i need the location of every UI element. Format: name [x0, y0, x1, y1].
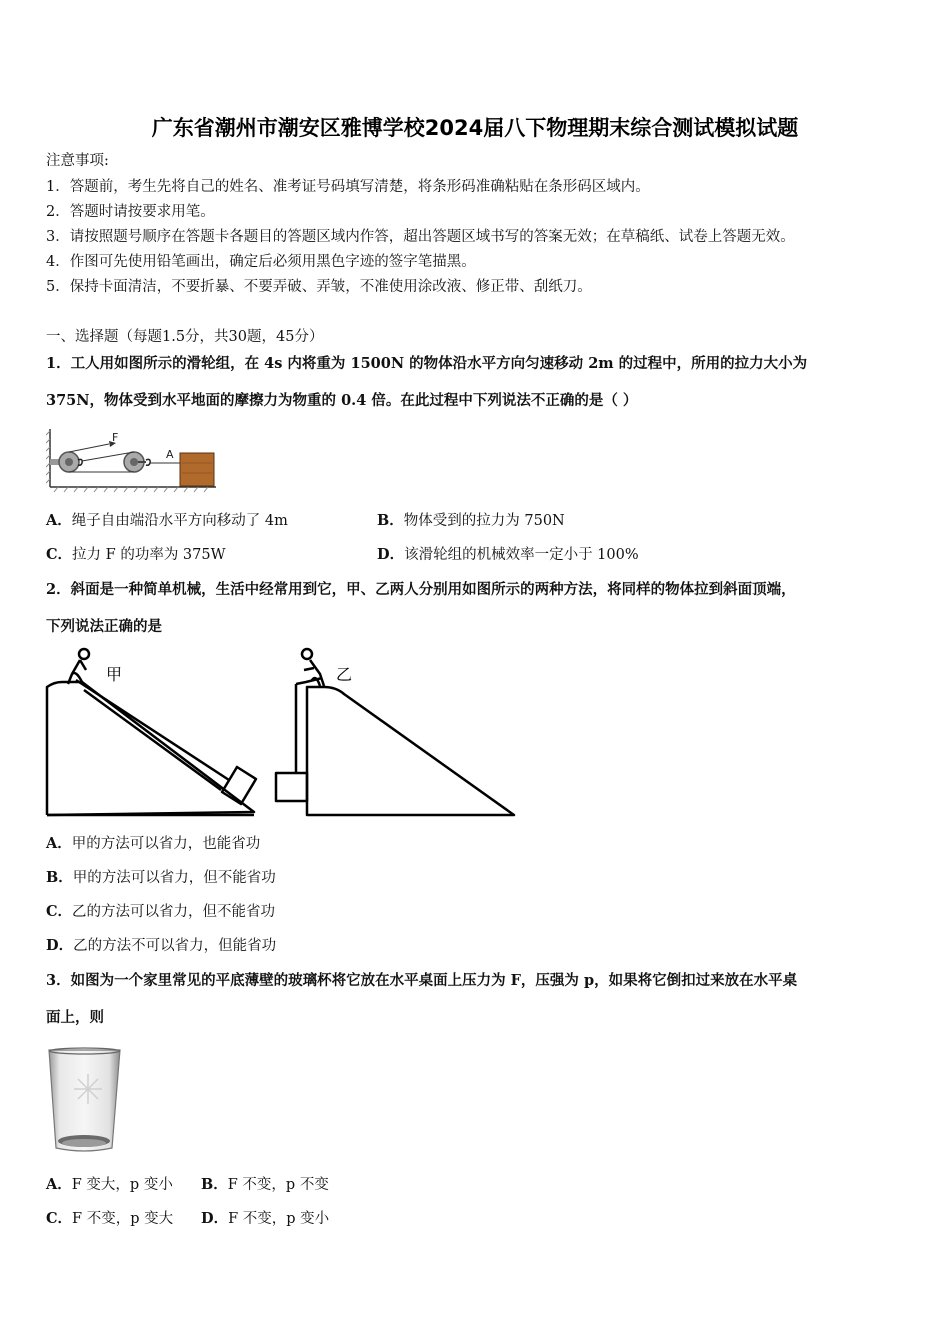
- question-2-stem-line2: 下列说法正确的是: [46, 618, 162, 635]
- q2-option-c-letter: C．: [46, 903, 73, 920]
- q3-option-d-text: F 不变，p 变小: [228, 1211, 330, 1227]
- q1-option-a-text: 绳子自由端沿水平方向移动了 4m: [71, 513, 288, 529]
- note-item-5: 5．保持卡面清洁，不要折暴、不要弄破、弄皱，不准使用涂改液、修正带、刮纸刀。: [46, 279, 592, 295]
- q2-option-c-text: 乙的方法可以省力，但不能省功: [72, 904, 276, 920]
- q1-option-d[interactable]: [377, 543, 639, 564]
- q3-option-c-letter: C．: [46, 1210, 73, 1227]
- label-jia: 甲: [106, 665, 123, 684]
- q1-option-d-text: 该滑轮组的机械效率一定小于 100%: [404, 547, 639, 563]
- force-label: F: [112, 431, 119, 444]
- incline-figure: [44, 642, 520, 820]
- section-heading: 一、选择题（每题1.5分，共30题，45分）: [46, 329, 324, 345]
- q3-option-b[interactable]: [201, 1173, 329, 1194]
- q3-option-c[interactable]: [46, 1207, 173, 1228]
- notes-heading: 注意事项:: [46, 153, 109, 169]
- q3-option-a-letter: A．: [46, 1176, 72, 1193]
- q1-option-c[interactable]: [46, 543, 226, 564]
- q3-option-b-letter: B．: [201, 1176, 228, 1193]
- question-1-stem-line1: 1．工人用如图所示的滑轮组，在 4s 内将重为 1500N 的物体沿水平方向匀速移动 2m 的过程中，所用的拉力大小为: [46, 355, 808, 372]
- point-label: A: [166, 448, 174, 461]
- q2-option-d-letter: D．: [46, 937, 74, 954]
- q3-option-b-text: F 不变，p 不变: [227, 1177, 329, 1193]
- q2-option-a[interactable]: [46, 832, 260, 853]
- q2-option-a-letter: A．: [46, 835, 72, 852]
- note-item-2: 2．答题时请按要求用笔。: [46, 204, 215, 220]
- q3-option-d-letter: D．: [201, 1210, 229, 1227]
- q2-option-b-text: 甲的方法可以省力，但不能省功: [72, 870, 276, 886]
- pulley-figure: [46, 425, 218, 495]
- q1-option-c-letter: C．: [46, 546, 73, 563]
- page-title: 广东省潮州市潮安区雅博学校2024届八下物理期末综合测试模拟试题: [151, 116, 799, 140]
- q2-option-b-letter: B．: [46, 869, 73, 886]
- q2-option-c[interactable]: [46, 900, 275, 921]
- note-item-4: 4．作图可先使用铅笔画出，确定后必须用黑色字迹的签字笔描黑。: [46, 254, 476, 270]
- q2-option-b[interactable]: [46, 866, 276, 887]
- q2-option-d[interactable]: [46, 934, 276, 955]
- question-2-stem-line1: 2．斜面是一种简单机械，生活中经常用到它，甲、乙两人分别用如图所示的两种方法，将同样的物体拉到斜面顶端，: [46, 581, 796, 598]
- question-3-stem-line2: 面上，则: [46, 1009, 104, 1026]
- q1-option-d-letter: D．: [377, 546, 405, 563]
- q2-option-d-text: 乙的方法不可以省力，但能省功: [73, 938, 277, 954]
- note-item-1: 1．答题前，考生先将自己的姓名、准考证号码填写清楚，将条形码准确粘贴在条形码区域内。: [46, 179, 650, 195]
- q1-option-a-letter: A．: [46, 512, 72, 529]
- label-yi: 乙: [336, 665, 353, 684]
- q3-option-a-text: F 变大，p 变小: [71, 1177, 173, 1193]
- q1-option-b[interactable]: [377, 509, 565, 530]
- q1-option-b-letter: B．: [377, 512, 404, 529]
- glass-cup-figure: [46, 1044, 124, 1156]
- q1-option-a[interactable]: [46, 509, 288, 530]
- question-3-stem-line1: 3．如图为一个家里常见的平底薄壁的玻璃杯将它放在水平桌面上压力为 F，压强为 p，如果将它倒扣过来放在水平桌: [46, 972, 798, 989]
- q3-option-d[interactable]: [201, 1207, 329, 1228]
- note-item-3: 3．请按照题号顺序在答题卡各题目的答题区域内作答，超出答题区域书写的答案无效；在草稿纸、试卷上答题无效。: [46, 229, 795, 245]
- q2-option-a-text: 甲的方法可以省力，也能省功: [71, 836, 261, 852]
- q1-option-c-text: 拉力 F 的功率为 375W: [72, 547, 226, 563]
- q1-option-b-text: 物体受到的拉力为 750N: [403, 513, 565, 529]
- question-1-stem-line2: 375N，物体受到水平地面的摩擦力为物重的 0.4 倍。在此过程中下列说法不正确的是（ ）: [46, 392, 638, 409]
- q3-option-c-text: F 不变，p 变大: [72, 1211, 174, 1227]
- q3-option-a[interactable]: [46, 1173, 173, 1194]
